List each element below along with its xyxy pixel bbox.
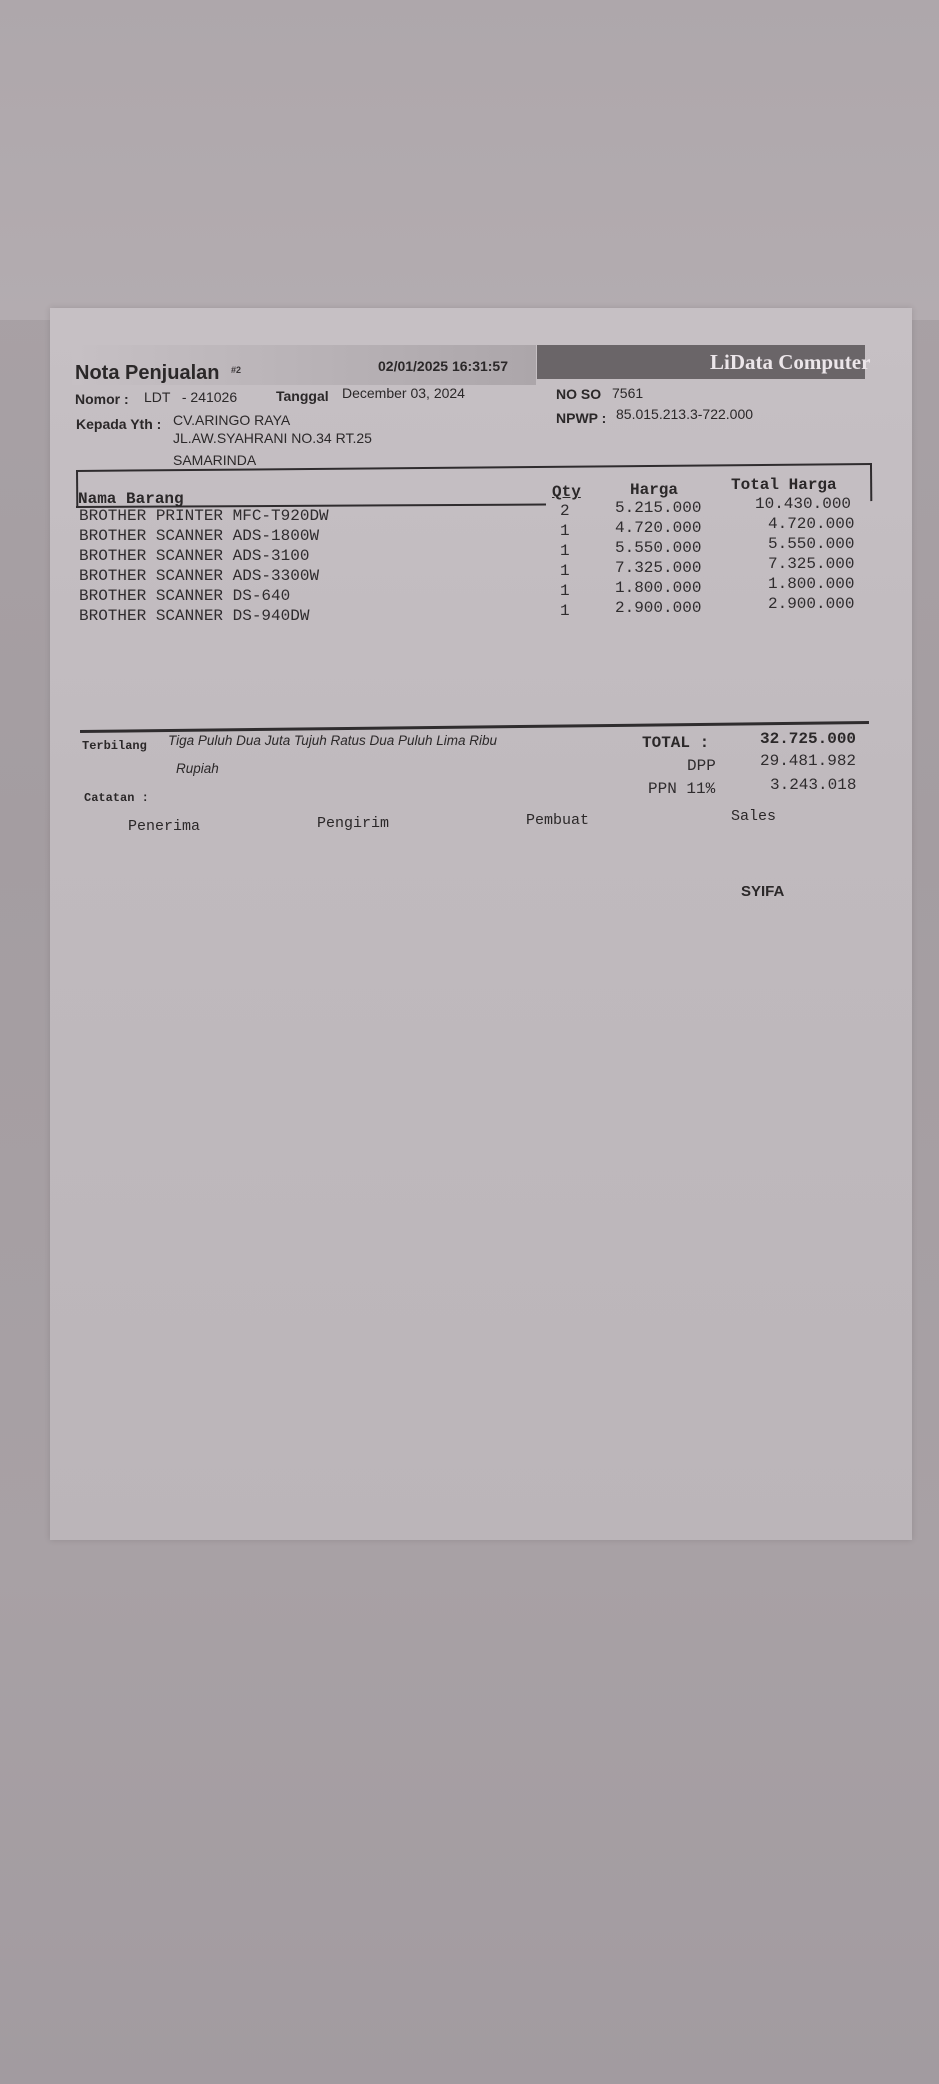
no-so-value: 7561 [612, 385, 644, 401]
row-6-qty: 1 [560, 602, 570, 620]
customer-address-line1: JL.AW.SYAHRANI NO.34 RT.25 [173, 430, 372, 446]
copy-number: #2 [231, 365, 242, 375]
col-header-price: Harga [630, 481, 679, 499]
total-value: 32.725.000 [760, 730, 857, 748]
nomor-label: Nomor : [75, 391, 129, 407]
row-6-total: 2.900.000 [768, 595, 855, 613]
signature-pengirim: Pengirim [317, 815, 390, 832]
row-2-total: 4.720.000 [768, 515, 855, 533]
ppn-label: PPN 11% [648, 780, 716, 798]
row-2-price: 4.720.000 [615, 519, 702, 537]
document-title: Nota Penjualan [75, 362, 220, 384]
dpp-label: DPP [687, 757, 716, 775]
row-1-total: 10.430.000 [755, 495, 852, 513]
tanggal-value: December 03, 2024 [342, 385, 465, 401]
kepada-label: Kepada Yth : [76, 416, 162, 432]
row-1-qty: 2 [560, 502, 570, 520]
col-header-qty: Qty [552, 483, 581, 501]
company-name: LiData Computer [710, 350, 871, 374]
signature-penerima: Penerima [128, 818, 201, 835]
row-6-price: 2.900.000 [615, 599, 702, 617]
row-3-name: BROTHER SCANNER ADS-3100 [79, 547, 310, 565]
row-5-qty: 1 [560, 582, 570, 600]
row-1-price: 5.215.000 [615, 499, 702, 517]
total-label: TOTAL : [642, 734, 710, 752]
row-4-price: 7.325.000 [615, 559, 702, 577]
row-3-total: 5.550.000 [768, 535, 855, 553]
row-1-name: BROTHER PRINTER MFC-T920DW [79, 507, 329, 525]
tanggal-label: Tanggal [276, 388, 329, 404]
npwp-label: NPWP : [556, 410, 607, 426]
ppn-value: 3.243.018 [770, 776, 857, 794]
row-2-qty: 1 [560, 522, 570, 540]
col-header-name: Nama Barang [78, 490, 184, 508]
terbilang-label: Terbilang [82, 739, 147, 753]
row-2-name: BROTHER SCANNER ADS-1800W [79, 527, 320, 545]
row-4-name: BROTHER SCANNER ADS-3300W [79, 567, 320, 585]
nomor-value: LDT - 241026 [144, 389, 238, 405]
terbilang-line1: Tiga Puluh Dua Juta Tujuh Ratus Dua Puluh Lima Ribu [168, 733, 498, 748]
print-timestamp: 02/01/2025 16:31:57 [378, 358, 508, 374]
row-3-qty: 1 [560, 542, 570, 560]
npwp-value: 85.015.213.3-722.000 [616, 406, 754, 422]
sales-name: SYIFA [741, 883, 785, 900]
signature-pembuat: Pembuat [526, 812, 590, 829]
row-4-total: 7.325.000 [768, 555, 855, 573]
catatan-label: Catatan : [84, 791, 149, 805]
terbilang-line2: Rupiah [176, 761, 219, 776]
signature-sales: Sales [731, 808, 777, 825]
row-6-name: BROTHER SCANNER DS-940DW [79, 607, 310, 625]
customer-address-line2: SAMARINDA [173, 452, 257, 468]
customer-name: CV.ARINGO RAYA [173, 412, 291, 428]
col-header-total: Total Harga [731, 476, 837, 494]
no-so-label: NO SO [556, 386, 602, 402]
row-4-qty: 1 [560, 562, 570, 580]
row-5-name: BROTHER SCANNER DS-640 [79, 587, 291, 605]
row-3-price: 5.550.000 [615, 539, 702, 557]
background-sheet [0, 0, 939, 320]
dpp-value: 29.481.982 [760, 752, 857, 770]
row-5-price: 1.800.000 [615, 579, 702, 597]
row-5-total: 1.800.000 [768, 575, 855, 593]
